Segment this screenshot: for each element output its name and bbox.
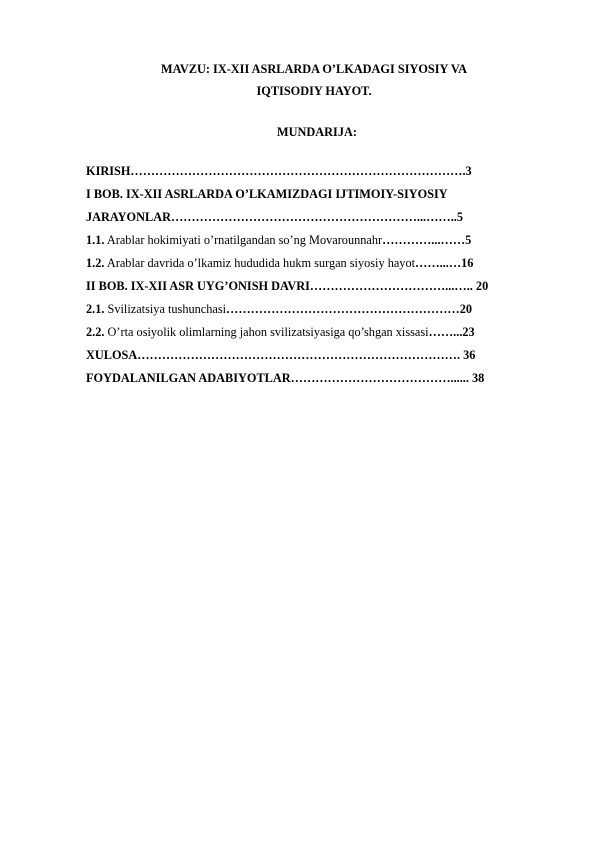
toc-entry-title: Arablar davrida o’lkamiz hududida hukm surgan siyosiy hayot [106,256,416,270]
toc-entry-chapter-1-cont [86,210,530,233]
toc-entry-title: KIRISH [86,164,131,178]
toc-entry-number: 1.2. [86,256,105,270]
toc-entry-page: 23 [462,325,475,339]
toc-entry-section-2-2 [86,325,530,348]
toc-entry-chapter-2 [86,279,530,302]
toc-entry-number: 2.2. [86,325,105,339]
toc-entry-page: 5 [465,233,472,247]
toc-entry-xulosa [86,348,530,371]
toc-entry-leader: ……………………………...….. [309,279,476,293]
toc-entry-leader: ……...… [415,256,462,270]
toc-entry-chapter-1 [86,187,530,210]
toc-entry-title: Svilizatsiya tushunchasi [107,302,227,316]
toc-entry-leader: …………………………………...... [290,371,473,385]
document-title-line-2: IQTISODIY HAYOT. [256,84,372,98]
toc-entry-title: II BOB. IX-XII ASR UYG’ONISH DAVRI [86,279,310,293]
toc-entry-number: 2.1. [86,302,105,316]
document-title-line-1: MAVZU: IX-XII ASRLARDA O’LKADAGI SIYOSIY VA [161,62,467,76]
toc-entry-leader: ……... [428,325,463,339]
toc-entry-page: 20 [459,302,472,316]
toc-entry-title: XULOSA [86,348,138,362]
toc-entry-leader: ………………………………………………………………………. [130,164,466,178]
toc-entry-leader: ……………………………………………………………………. [137,348,464,362]
toc-entry-bibliography [86,371,530,394]
toc-entry-section-1-1 [86,233,530,256]
toc-entry-leader: …………...…… [382,233,466,247]
toc-entry-page: 20 [475,279,489,293]
toc-entry-title: Arablar hokimiyati o’rnatilgandan so’ng Movarounnahr [106,233,383,247]
toc-entry-page: 16 [461,256,474,270]
table-of-contents [86,164,530,394]
toc-entry-page: 36 [463,348,476,362]
toc-entry-page: 3 [465,164,472,178]
toc-entry-leader: ………………………………………………… [226,302,460,316]
toc-entry-page: 5 [456,210,464,224]
toc-entry-page: 38 [472,371,485,385]
toc-entry-number: 1.1. [86,233,105,247]
toc-entry-title: FOYDALANILGAN ADABIYOTLAR [86,371,291,385]
toc-entry-title: O’rta osiyolik olimlarning jahon svilizatsiyasiga qo’shgan xissasi [107,325,429,339]
toc-heading: MUNDARIJA: [277,125,357,139]
toc-entry-title: I BOB. IX-XII ASRLARDA O’LKAMIZDAGI IJTIMOIY-SIYOSIY [86,187,448,201]
toc-entry-leader: ……………………………………………………...…….. [170,210,457,224]
toc-entry-kirish [86,164,530,187]
toc-entry-title: JARAYONLAR [86,210,171,224]
toc-entry-section-2-1 [86,302,530,325]
toc-entry-section-1-2 [86,256,530,279]
